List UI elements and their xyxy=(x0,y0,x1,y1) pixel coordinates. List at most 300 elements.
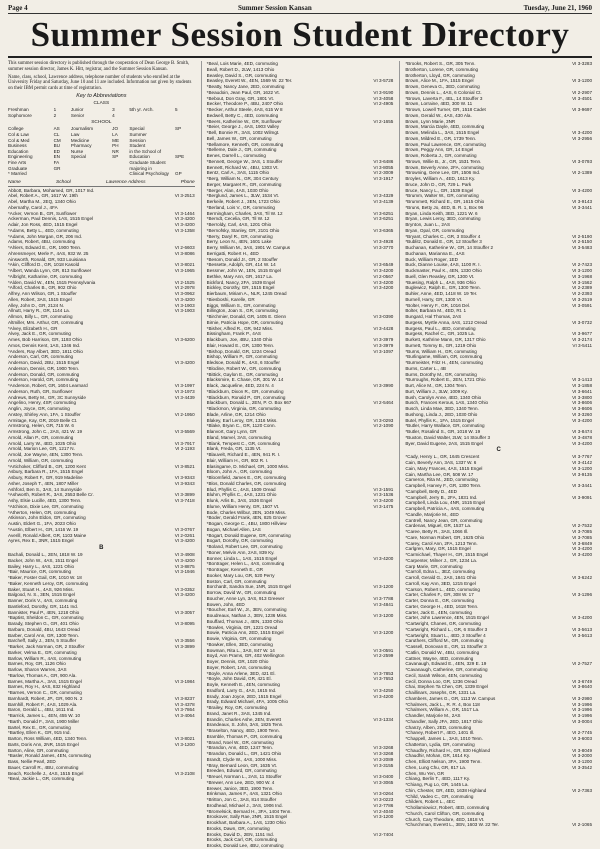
entry-text: *Besom, Donald Jr., GR, 2 Stouffer xyxy=(206,256,278,262)
entry-text: Boucher, Anne Lyn, 3AS, 913 Greever xyxy=(206,595,285,601)
entry-text: Bannister, Paul P., 4EN, 1218 Ohio xyxy=(8,609,80,615)
entry-phone: VI 2-7745 xyxy=(572,730,593,736)
entry-text: Allen, Robert, 3AS, 1515 Engel xyxy=(8,296,72,302)
entry-text: *Blake, Bryan C., GR, 1120 Conn. xyxy=(206,423,276,429)
entry-text: Brooks, Jack Carl, GR, commuting xyxy=(206,837,278,843)
entry-text: *Baker, Kenneth Leroy, GR, commuting xyxy=(8,580,89,586)
entry-text: Alley, John D., GR, 2124 N. xyxy=(8,302,65,308)
entry-text: Barady, Stephen G., GR, 401 Ohio xyxy=(8,621,79,627)
entry-text: *Atherton, Helen, GR, commuting xyxy=(8,509,77,515)
entry-text: *Brumm, Walter W., GR, commuting xyxy=(405,193,479,199)
entry-phone: VI 3-7653 xyxy=(373,676,394,682)
entry-text: Church, Cary Theodore, 4ED, 1818 Vt. xyxy=(405,816,485,822)
entry-text: Brandt, Clyde W., 4AS, 1000 Miss. xyxy=(206,756,278,762)
entry-phone: VI 3-8021 xyxy=(174,262,195,268)
entry-phone: VI 3-3979 xyxy=(373,342,394,348)
entry-text: Barber, Carol Ann, GR, 1300 Tenn. xyxy=(8,632,79,638)
entry-text: Buhler, Anne, 4ED, 1418 W. 19 Ter. xyxy=(405,291,478,296)
entry-phone: VI 3-8875 xyxy=(174,563,195,569)
entry-phone: VI 3-1917 xyxy=(373,176,394,181)
entry-text: Brown, Lynn Marie, 3NR xyxy=(405,118,456,124)
key-cell: 1 xyxy=(53,107,57,113)
entry-text: Barker, Velma E., GR, commuting xyxy=(8,649,77,655)
entry-phone: VI 3-1562 xyxy=(572,279,593,285)
entry-phone: VI 3-1200 xyxy=(572,268,593,273)
entry-phone: VI 3-1296 xyxy=(572,592,593,598)
entry-text: Barcheff, Sally J., 3EN, 5 Stouffer xyxy=(8,638,77,644)
key-cell: SP xyxy=(112,154,119,160)
entry-text: Bruce, Nancy L., GR, 1539 Engel xyxy=(405,187,474,193)
entry-text: Brown, Melinda L., 3AS, 1515 Engel xyxy=(405,130,480,135)
entry-phone: VI 3-8086 xyxy=(174,250,195,256)
entry-text: Burkett, Kathrine Mann, GR, 1317 Ohio xyxy=(405,337,486,342)
entry-phone: VI 3-4200 xyxy=(572,187,593,193)
key-cell: Junior xyxy=(70,107,84,113)
entry-text: Blank, Freda, GR, 1135 Vt. xyxy=(206,446,262,452)
key-cell: NR xyxy=(112,148,119,154)
entry-text: *Bellamore, Kenneth, GR, commuting xyxy=(206,141,284,147)
entry-phone: VI 3-1358 xyxy=(174,227,195,233)
entry-text: *Burns, William H., GR, commuting xyxy=(405,348,477,354)
key-cell: Journalism xyxy=(70,126,94,132)
entry-text: *Bessette, Adolph, GR, 414 W. 14 xyxy=(206,262,276,268)
entry-text: Brady, Edward Michael, 4FA, 1005 Ohio xyxy=(206,699,289,705)
entry-text: Bennett, Richard W., 4BU, 1303 Vt. xyxy=(206,164,279,170)
entry-text: Childers, Robert L., 4EC xyxy=(405,799,456,805)
entry-text: *Care, Norman Robert, GR, 1625 Ohio xyxy=(405,534,485,540)
entry-text: *Buxton, David Walter, 2LW, 14 Stouffer 3 xyxy=(405,434,491,440)
entry-phone: VI 3-4200 xyxy=(572,130,593,135)
entry-phone: VI 3-3979 xyxy=(373,337,394,342)
entry-list xyxy=(405,61,592,828)
entry-phone: VI 3-4250 xyxy=(373,687,394,693)
entry-text: Bessmer, John W., 1EN, 1515 Engel xyxy=(206,268,281,273)
entry-phone: VI 3-4142 xyxy=(572,460,593,465)
entry-text: Anderson, David, 2BU, 1515 Engel xyxy=(8,360,80,366)
entry-phone: VI 3-1334 xyxy=(373,716,394,722)
entry-phone: VI 3-3899 xyxy=(174,492,195,498)
entry-text: Bluhm, Phyllis C., 4AS, 1231 Ohio xyxy=(206,492,277,498)
key-cell: Col & Law xyxy=(8,132,29,138)
entry-phone: VI 2-5190 xyxy=(572,233,593,239)
header-phone: Phone xyxy=(180,179,195,185)
entry-text: *Beatty, Nancy Jane, 2ED, commuting xyxy=(206,84,285,89)
entry-text: *Boucher, Earl W., Jr., 3EN, commuting xyxy=(206,607,287,613)
entry-text: Blasingame, D. Michael, GR, 1000 Miss. xyxy=(206,463,290,469)
entry-text: Chandler, Marjorie M., 2AS xyxy=(405,713,461,718)
entry-text: *Blodine, Robert W., GR, commuting xyxy=(206,365,282,371)
entry-text: Brinkman, James F., 4AS, 1321 Ohio xyxy=(206,791,282,797)
entry-text: Bramble, Thomas P., GR, commuting xyxy=(206,733,283,739)
entry-text: *Cartwright, Chanes, GR, commuting xyxy=(405,621,481,626)
entry-text: Barnes, Martha A., 3AS, 1515 Engel xyxy=(8,678,82,684)
entry-text: Cain, Martha Lee, GR, 508 W. 17 xyxy=(405,471,474,477)
entry-phone: VI 3-4200 xyxy=(174,557,195,563)
entry-phone: VI 3-1464 xyxy=(174,210,195,216)
entry-phone: VI 3-1973 xyxy=(174,388,195,394)
entry-phone: VI 3-3268 xyxy=(373,745,394,751)
entry-text: *Brailey, Roy, GR, commuting xyxy=(206,705,268,710)
entry-phone: VI 3-8049 xyxy=(572,747,593,753)
entry-text: Ames, Bob Harrison, GR, 1193 Ohio xyxy=(8,337,82,343)
entry-text: Andrews, Betty M., GR, 3C Sunnyside xyxy=(8,394,86,400)
entry-phone: VI 2-4905 xyxy=(373,101,394,107)
entry-text: Chaillinars, Josephs, GR, 1331 La. xyxy=(405,690,477,695)
entry-text: *Bishop, Donald, GR, 1224 Oread xyxy=(206,348,276,354)
entry-text: *Bowles, Virginia, GR, 1221 Oread xyxy=(206,624,278,630)
entry-phone: VI 3-4200 xyxy=(373,555,394,561)
key-cell: Senior xyxy=(70,113,85,119)
entry-text: Campbell, Linda Lou, 4NR, 1515 Engel xyxy=(405,500,486,506)
entry-text: Caruthers, Clifford M., GR, commuting xyxy=(405,638,484,644)
entry-text: *Carpenter, Milner J., GR, 1234 La. xyxy=(405,557,478,563)
entry-text: *Child, Vadeo C., GR, commuting xyxy=(405,793,474,799)
entry-text: Brown, Alice M., 1FA, 1515 Engel xyxy=(405,78,474,84)
entry-text: *Braselton, Nancy, 4ED, 1900 Tenn. xyxy=(206,728,280,733)
entry-text: *Cassell, Donovan E., GR, 11 Stouffer 3 xyxy=(405,644,487,649)
entry-text: Burnell, Harry, GR, 1300 Vt. xyxy=(405,296,463,302)
entry-text: Bledsoe, Donald R., 4AS, 6 Stouffer xyxy=(206,360,280,365)
entry-phone: VI 3-6365 xyxy=(373,227,394,233)
entry-phone: VI 3-1996 xyxy=(572,707,593,713)
entry-text: *Carmichael, Thayer H., GR, 1515 Engel xyxy=(405,552,489,557)
entry-text: Chin, Chester, GR, 4ED, 1638 Highland xyxy=(405,787,487,793)
entry-phone: VI 3-2089 xyxy=(373,756,394,762)
entry-text: Bogart, Dorothy, GR, commuting xyxy=(206,538,273,544)
entry-text: Ashy, Elsie Lucille, 4ED, 1300 Tenn. xyxy=(8,498,82,504)
entry-text: Butel, Phyllis K., 1FA, 1515 Engel xyxy=(405,417,474,423)
entry-text: Bethke, Mary Ann, GR, 1617 La. xyxy=(206,273,273,279)
entry-text: *Baker, Foster Gail, GR, 1010 W. 18 xyxy=(8,575,82,581)
entry-text: Bermingham, Charles, 3AS, Til W. 12 xyxy=(206,210,283,216)
entry-text: Bell, James W., GR, commuting xyxy=(206,135,272,141)
entry-text: Bowman, Rita L., 3AS, 847 W. 14 xyxy=(206,647,275,653)
key-cell: GR xyxy=(53,165,61,171)
header-school: School xyxy=(56,179,71,185)
entry-phone: VI 3-5728 xyxy=(373,78,394,84)
entry-phone: VI 3-0390 xyxy=(373,314,394,319)
entry-phone: VI 3-1200 xyxy=(572,465,593,471)
entry-text: Berrigatti, Robert H., 4ED xyxy=(206,250,259,256)
entry-phone: VI 3-9343 xyxy=(174,480,195,486)
entry-text: Bryan, Lewis Leroy, 3ED, commuting xyxy=(405,216,481,222)
entry-text: Borchardt, Sandra Sue, 1NR, 1515 Engel xyxy=(206,584,291,590)
entry-phone: VI 3-6549 xyxy=(373,262,394,268)
entry-phone: VI 2-0567 xyxy=(373,273,394,279)
key-cell: 5 xyxy=(175,107,178,113)
entry-text: Blair, William H., GR, 802 R. I. xyxy=(206,457,269,463)
entry-phone: VI 3-4378 xyxy=(174,701,195,707)
entry-phone: VI 3-3899 xyxy=(174,644,195,650)
entry-text: Bogan, Michael Allen, 1AS xyxy=(206,526,261,532)
directory-columns xyxy=(8,61,593,848)
column-2 xyxy=(201,61,394,848)
entry-text: Anderson, Dennis, GR, 1900 Tenn. xyxy=(8,365,80,371)
entry-phone: VI 3-0793 xyxy=(572,158,593,164)
entry-text: Bierbaum, Miriam A., NLR, 1245 Oread xyxy=(206,291,287,296)
title-rule xyxy=(8,56,592,58)
entry-text: *Butler, Rosalind S., GR, 1018 W. 19 xyxy=(405,429,481,434)
entry-text: Baker, Stuart H., 4AS, 926 Miss. xyxy=(8,586,74,592)
entry-text: Cavanaugh, Edward E., 4EN, 329 E. 19 xyxy=(405,661,487,667)
entry-phone: VI 3-4908 xyxy=(174,552,195,558)
entry-text: Brandeaux, S. John, 3AS, 1825 Tenn. xyxy=(206,722,284,728)
entry-text: *Berroldy, Carl, 4AS, 1201 Ohio xyxy=(206,222,272,227)
entry-text: Ackerman, Paul Dennis, 1AS, 1515 Engel xyxy=(8,216,94,222)
entry-text: *Brooks, Robert S., GR, 305 Tenn. xyxy=(405,61,476,66)
entry-text: *Brandon, Donald L., GR, 1421 Ohio xyxy=(206,751,282,756)
entry-phone: VI 3-4878 xyxy=(572,434,593,440)
entry-text: Brown, Mildred E., GR, 1739 Tenn. xyxy=(405,135,477,141)
entry-phone: VI 3-8474 xyxy=(572,429,593,434)
entry-text: Anglin, Joyce, GR, commuting xyxy=(8,406,70,412)
entry-text: Abel, Martha M., 2EQ, 1340 Ohio xyxy=(8,199,76,205)
entry-text: Atkinson, John Eldon, GR, commuting xyxy=(8,515,86,521)
entry-phone: VI 3-3057 xyxy=(174,609,195,615)
entry-text: Brooks, Donald Lee, 4BU, commuting xyxy=(206,843,284,848)
entry-text: Cain, Beverly Ann, 3AS, 1337 W. 6 xyxy=(405,460,477,465)
page-title: Summer Session Student Directory xyxy=(30,15,570,54)
key-cell xyxy=(112,171,127,177)
entry-phone: VI 3-4200 xyxy=(572,615,593,621)
entry-text: Brookover, Sally Rae, 2NR, 1515 Engel xyxy=(206,814,288,820)
entry-phone: VI 3-0732 xyxy=(572,319,593,325)
entry-text: Banner, Doris V., 4AS, commuting xyxy=(8,598,78,604)
entry-text: *Campbell, Jerry B., 2FA, 1831 Ind. xyxy=(405,494,478,500)
entry-phone: VI 2-1389 xyxy=(572,170,593,176)
section-letter: B xyxy=(99,545,104,552)
entry-phone: VI 3-4841 xyxy=(373,601,394,607)
entry-phone: VI 3-0962 xyxy=(174,291,195,297)
entry-phone: VI 3-1200 xyxy=(373,584,394,590)
entry-text: Adair, Jon Ross, 4ED, 1515 Engel xyxy=(8,222,78,228)
entry-text: *Bennett, George W., 3AS, 1 Stouffer xyxy=(206,158,283,164)
entry-text: Brown, Paul Lawrence, GR, commuting xyxy=(405,141,486,147)
entry-text: Blacksmire, E. Chase, GR, 301 W. 14 xyxy=(206,377,284,383)
entry-text: Brown, Geneva G., 3ED, commuting xyxy=(405,84,480,89)
entry-text: *Bontrager, Helen L., 4AS, commuting xyxy=(206,561,285,567)
entry-text: *Bloomfield, James E., GR, commuting xyxy=(206,475,287,480)
school-key-table xyxy=(8,126,195,176)
entry-phone: VI 2-5150 xyxy=(572,239,593,245)
entry-phone: VI 2-6603 xyxy=(174,245,195,251)
entry-phone: VI 3-7767 xyxy=(572,454,593,460)
key-cell xyxy=(129,113,173,119)
entry-phone: VI 2-0261 xyxy=(174,532,195,538)
entry-text: *Burlingame, William, GR, commuting xyxy=(405,354,483,360)
entry-text: *Chaney, Robert F., 4EO, 1401 Ill. xyxy=(405,730,475,736)
entry-text: *Catlin, Donald W., 4BU, commuting xyxy=(405,649,480,655)
entry-text: Chambers, James G., GR, 1113 W. Campus xyxy=(405,695,496,701)
entry-text: Brandin, Charles Ashe, 2EN, Everett xyxy=(206,716,281,722)
entry-text: Brown, Peggy Ann, GR, 14 Engel xyxy=(405,147,474,153)
entry-phone: VI 3-0591 xyxy=(373,647,394,653)
entry-text: Buchanan, Marianna E., 4AS xyxy=(405,250,465,256)
entry-text: Brookhart, Barbara A., 1AS, 1230 Ohio xyxy=(206,820,286,825)
entry-text: Barbaro, Donald, 4BU, 1643 Oread xyxy=(8,626,80,632)
entry-text: *Boyle, John David, GR, 421 El. xyxy=(206,676,272,682)
entry-text: Allnutt, Harry R., GR, 1144 La. xyxy=(8,308,70,314)
entry-text: Brown, Roberta J., GR, commuting xyxy=(405,153,477,158)
key-cell: ME xyxy=(112,137,120,143)
entry-text: Blunk, Arlis B., 3AS, 1536 Engel xyxy=(206,498,273,503)
entry-phone: VI 2-7363 xyxy=(572,787,593,793)
entry-phone: VI 2-3009 xyxy=(373,170,394,176)
entry-text: *Atchison, Dixie Lee, GR, commuting xyxy=(8,503,84,509)
page-header xyxy=(8,4,592,14)
entry-text: *Cartwright, Stuart L., 4ED, 3 Stouffer 4 xyxy=(405,632,486,638)
entry-text: *Basler, Ronald James, 4EN, commuting xyxy=(8,753,91,759)
entry-text: Bishop, William P., GR, commuting xyxy=(206,354,278,360)
entry-text: Cattner, Wayne, 4ED, commuting xyxy=(405,655,474,661)
entry-phone: VI 3-9343 xyxy=(174,475,195,481)
entry-text: Berry, William M., 3AS, 1901 W. Campus xyxy=(206,245,291,250)
entry-phone: VI 3-8095 xyxy=(174,621,195,627)
column-1 xyxy=(8,61,195,782)
entry-text: Armstrong, John C., 2AS, 421 W. 19 xyxy=(8,429,83,435)
entry-phone: VI 3-2980 xyxy=(572,695,593,701)
entry-text: Alfrey, Ann Wilson, GR, 1 Stouffer xyxy=(8,291,77,297)
entry-text: Barton, Aline, GR, commuting xyxy=(8,747,69,753)
entry-text: *Bublitz, Donald E., GR, 12 Stouffer 3 xyxy=(405,239,482,245)
entry-text: Brown, Marcia Dayle, 4ED, commuting xyxy=(405,124,485,130)
entry-text: *Churchman, Everett L., 3EN, 1603 W. 22 Ter. xyxy=(405,822,499,828)
entry-text: Chanzy, Alben, 2ED, commuting xyxy=(405,724,472,730)
entry-text: Brady, Joan Joyce, 2ED, 1515 Engel xyxy=(206,693,282,699)
entry-text: Buchanan, Katherine W., GR, 14 Stouffer 2 xyxy=(405,245,494,250)
entry-text: Blume, William Henry, GR, 1507 Vt. xyxy=(206,503,280,509)
key-cell: Education xyxy=(8,148,29,154)
entry-phone: VI 3-4200 xyxy=(174,360,195,366)
entry-text: Cardenas, Miguel, GR, 1537 La. xyxy=(405,523,472,529)
entry-text: *Barker, Jack Norman, GR, 2 Stouffer xyxy=(8,644,85,650)
intro xyxy=(8,61,195,92)
entry-text: Benes, Darrell L., commuting xyxy=(206,153,266,158)
entry-phone: VI 3-1200 xyxy=(373,814,394,820)
entry-text: Barnhardt, Robert, JP., GR, 900 N. 2 xyxy=(8,695,83,701)
entry-text: Cecil, Sarah Wilson, 4EN, commuting xyxy=(405,672,482,678)
entry-text: Bolter, Barbara M., 4ED, Rt. 1 xyxy=(405,308,467,314)
entry-text: Carroll, Kay Ann, 3ED, 1215 Engel xyxy=(405,580,476,586)
entry-text: Chiang, Berlin T., 4ED, 1117 Ky. xyxy=(405,776,471,782)
entry-text: Chen, Elliott Nelson, 3FA, 1900 Tenn. xyxy=(405,759,482,764)
entry-phone: VI 3-1996 xyxy=(572,713,593,718)
entry-text: Bowie, Patricia Ann, 2ED, 1515 Engel xyxy=(206,630,284,636)
entry-text: Carter, Jack E., 4EN, commuting xyxy=(405,609,472,615)
entry-text: Carter, George H., 4ED, 1618 Tenn. xyxy=(405,603,479,609)
entry-phone: VI 3-4200 xyxy=(572,552,593,557)
entry-text: *Blackmon, Virginia, GR, commuting xyxy=(206,406,281,411)
entry-text: Berry, Leon N., 4EN, 1601 Lake xyxy=(206,239,272,245)
entry-phone: VI 3-5613 xyxy=(572,632,593,638)
entry-text: *Berg, William N., GR, 304 Century xyxy=(206,176,279,181)
entry-phone: VI 3-8021 xyxy=(174,736,195,742)
entry-phone: VI 3-1903 xyxy=(174,308,195,314)
entry-text: Bryan, Opal, GR, commuting xyxy=(405,227,465,233)
entry-phone: VI 3-6749 xyxy=(572,678,593,684)
entry-text: Boyle, Kenneth E., 4EN, commuting xyxy=(206,682,280,687)
entry-text: Anderson, Donald, GR, commuting xyxy=(8,371,80,377)
entry-text: Asbury, Robert F., GR, 919 Madeline xyxy=(8,475,83,481)
entry-text: *Chalmers, Jack L., R. R. 4, Box 118 xyxy=(405,701,480,707)
entry-text: *Birchmier, Donald, GR, 1405 E. Glenn xyxy=(206,314,287,319)
key-cell: Clinical Psychology xyxy=(129,171,169,177)
key-cell xyxy=(175,113,195,119)
entry-text: Carter, Charles F., GR, 308 W. 17 xyxy=(405,592,474,598)
entry-text: *Blos, Donald Charles, GR, commuting xyxy=(206,480,287,486)
entry-phone: VI 3-1200 xyxy=(174,741,195,747)
entry-phone: VI 3-0004 xyxy=(572,718,593,724)
entry-text: Bantleford, Dorothy, GR, 1141 Ind. xyxy=(8,603,79,609)
key-cell: Education xyxy=(129,154,150,160)
entry-text: Blanvort, Gary Lynn, GR xyxy=(206,429,257,434)
entry-phone: VI 3-1858 xyxy=(572,383,593,388)
entry-text: Bowie, Virginia, GR, commuting xyxy=(206,636,272,641)
entry-text: Bowen, John, 4ED xyxy=(206,601,245,607)
entry-text: Chai, Stephen Ta Chen, GR, 1339 Engel xyxy=(405,684,489,690)
entry-phone: VI 3-1413 xyxy=(572,377,593,383)
entry-text: *Anderson, Robert, GR, 1604 Learnard xyxy=(8,383,88,389)
entry-text: Buell, Glen Reasley, GR, 1300 Vt. xyxy=(405,273,475,279)
entry-text: *Alvey, Elizabeth H., GR xyxy=(8,325,58,331)
entry-text: Bedwell, Betty C., 4ED, commuting xyxy=(206,112,279,118)
entry-phone: VI 3-1200 xyxy=(373,613,394,618)
entry-text: Amos, Dennis Kent, 1AS, 1346 Ind. xyxy=(8,342,81,348)
entry-text: Burt, Alice M., GR, 1304 Tenn. xyxy=(405,383,468,388)
entry-text: Armitage, Kay, GR, 2019 Belle Ct. xyxy=(8,417,78,423)
entry-text: *Becker, Arthur Steele, 4AS, 615 W 8 xyxy=(206,107,283,112)
entry-text: Brand, Janet R., 3AS, 1345 Ind. xyxy=(206,710,272,716)
entry-text: *Carey, Carol Ann, 2FA, 1213 Tenn. xyxy=(405,540,478,546)
entry-text: *Bogart, Donald Eugene, GR, commuting xyxy=(206,532,291,538)
entry-text: Bartel, Rex E., GR, commuting xyxy=(8,724,71,730)
entry-text: Beasley, Everett W., 4EN, 1569 W. 22 Ter. xyxy=(206,78,293,84)
entry-phone xyxy=(391,843,393,849)
entry-text: *Burmeister, Fritz H., 4EN, commuting xyxy=(405,360,483,365)
entry-text: Birnie, Patricia Hope, GR, commuting xyxy=(206,319,284,325)
entry-text: *Belleme, Dale J., GR, commuting xyxy=(206,147,277,153)
entry-text: Bickley, Dorothy, GR, 1515 Engel xyxy=(206,285,275,291)
entry-phone: VI 2-7786 xyxy=(373,802,394,808)
key-cell: LA xyxy=(112,132,118,138)
entry-text: Bush, Carolyn Anne, 4ED, 1340 Ohio xyxy=(405,394,482,400)
entry-text: Brown, Gerald W., 4AS, 430 Ala. xyxy=(405,112,472,118)
entry-text: Ainsworth, Ronald, GR, 933 Louisiana xyxy=(8,256,86,262)
entry-phone: VI 3-9143 xyxy=(572,199,593,204)
entry-text: Beach, Rochelle J., 4AS, 1515 Engel xyxy=(8,770,84,776)
entry-text: Bruce, John D., GR, 729 L. Park xyxy=(405,181,472,187)
entry-phone: VI 3-4428 xyxy=(373,325,394,331)
entry-text: Booker, Mary Lou, GR, 520 Perry xyxy=(206,572,275,578)
entry-text: *Bolter, Henry F., GR, 1016 Del. xyxy=(405,302,471,308)
entry-phone: VI 3-8640 xyxy=(572,684,593,690)
entry-text: Allmon, Billy L., GR, commuting xyxy=(8,314,73,320)
entry-text: *Ashworth, Robert R., 3AS, 2553 Belle Cr. xyxy=(8,492,94,498)
entry-text: *Acker, Vernon B., GR, Sunflower xyxy=(8,210,77,216)
entry-phone: VI 3-3283 xyxy=(572,61,593,66)
entry-text: Blud, Phyllis C., 4AS, 1509 Oread xyxy=(206,486,276,492)
entry-phone: VI 2-1950 xyxy=(174,411,195,417)
entry-text: Chen, Wu Yen, GR xyxy=(405,770,445,776)
entry-phone: VI 3-5569 xyxy=(174,429,195,435)
entry-text: *Cavanaugh, Catherine, GR, commuting xyxy=(405,667,488,672)
entry-text: Carroll, Gerald G., 2AS, 1841 Ohio xyxy=(405,575,477,580)
entry-phone: VI 3-4439 xyxy=(174,394,195,400)
key-cell: Special xyxy=(70,154,86,160)
entry-phone: VI 3-3990 xyxy=(373,383,394,388)
entry-text: Bradford, Larry G., 4AS, 1615 Ind. xyxy=(206,687,277,693)
entry-text: *Brummett, Richard E., GR, 1615 Ohio xyxy=(405,199,485,204)
